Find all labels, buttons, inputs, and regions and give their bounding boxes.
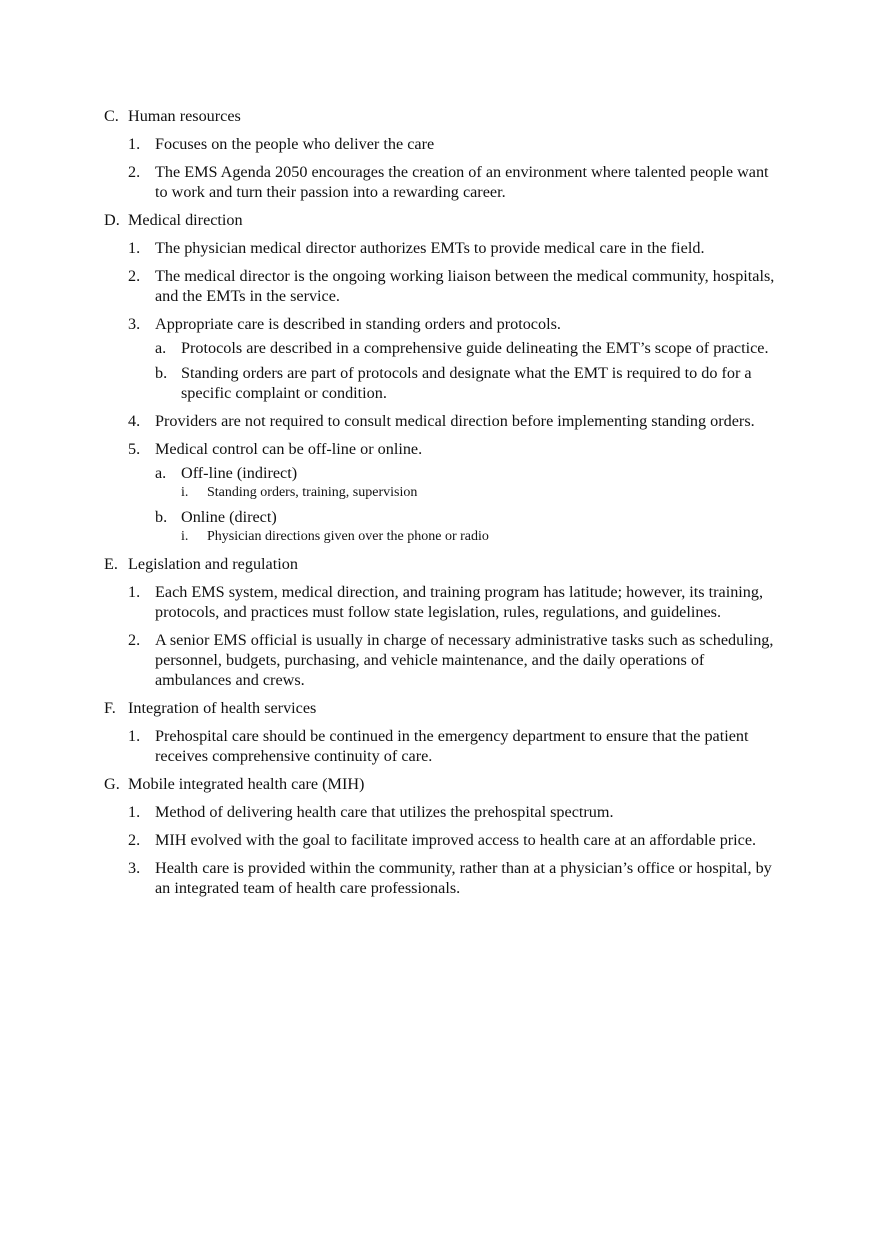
item-body: [155, 411, 784, 431]
item-text: The medical director is the ongoing working liaison between the medical community, hospitals, and the EMTs in the service.: [155, 267, 775, 305]
item-body: [155, 726, 784, 766]
section-letter: E.: [104, 555, 118, 573]
section-letter: C.: [104, 107, 119, 125]
section-letter: F.: [104, 699, 116, 717]
item-number: 1.: [128, 135, 141, 153]
item-text: The physician medical director authorizes EMTs to provide medical care in the field.: [155, 239, 705, 257]
item-number: 2.: [128, 267, 141, 285]
section-items: [104, 802, 784, 898]
outline-section: [104, 210, 784, 546]
section-title: Legislation and regulation: [128, 555, 298, 573]
item-body: [155, 314, 784, 403]
sub-item-text: Protocols are described in a comprehensive guide delineating the EMT’s scope of practice.: [181, 339, 769, 357]
item-number: 2.: [128, 631, 141, 649]
item-text: The EMS Agenda 2050 encourages the creation of an environment where talented people want to work and turn their passion into a rewarding career.: [155, 163, 769, 201]
item-text: Appropriate care is described in standing orders and protocols.: [155, 315, 561, 333]
outline: [104, 106, 784, 898]
sub-item-letter: b.: [155, 364, 168, 382]
item-text: A senior EMS official is usually in charge of necessary administrative tasks such as scheduling, personnel, budgets, purchasing, and vehicle maintenance, and the daily operations of ambulances and crews.: [155, 631, 774, 689]
section-heading: [104, 774, 784, 794]
list-item: [128, 266, 784, 306]
item-number: 1.: [128, 727, 141, 745]
item-body: [155, 830, 784, 850]
item-text: Each EMS system, medical direction, and training program has latitude; however, its training, protocols, and practices must follow state legislation, rules, regulations, and guidelines.: [155, 583, 764, 621]
sub-item-body: [181, 463, 784, 502]
section-items: [104, 238, 784, 546]
item-number: 3.: [128, 315, 141, 333]
item-body: [155, 802, 784, 822]
item-body: [155, 134, 784, 154]
item-text: Method of delivering health care that utilizes the prehospital spectrum.: [155, 803, 614, 821]
list-item: [128, 411, 784, 431]
section-heading: [104, 210, 784, 230]
item-text: Health care is provided within the community, rather than at a physician’s office or hospital, by an integrated team of health care professionals.: [155, 859, 772, 897]
item-body: [155, 266, 784, 306]
list-item: [128, 238, 784, 258]
item-text: Focuses on the people who deliver the care: [155, 135, 435, 153]
item-number: 4.: [128, 412, 141, 430]
outline-section: [104, 106, 784, 202]
section-title: Mobile integrated health care (MIH): [128, 775, 365, 793]
section-title: Human resources: [128, 107, 241, 125]
roman-text: Physician directions given over the phone or radio: [207, 529, 489, 544]
item-body: [155, 238, 784, 258]
section-letter: D.: [104, 211, 120, 229]
section-letter: G.: [104, 775, 120, 793]
sub-item-body: [181, 363, 784, 403]
sub-item: [155, 463, 784, 502]
sub-item-letter: a.: [155, 339, 167, 357]
item-body: [155, 582, 784, 622]
item-number: 1.: [128, 239, 141, 257]
list-item: [128, 582, 784, 622]
list-item: [128, 162, 784, 202]
list-item: [128, 802, 784, 822]
sub-item: [155, 507, 784, 546]
sub-item-body: [181, 507, 784, 546]
list-item: [128, 630, 784, 690]
section-title: Medical direction: [128, 211, 243, 229]
sub-items: [155, 338, 784, 403]
outline-section: [104, 698, 784, 766]
sub-item-body: [181, 338, 784, 358]
item-text: Medical control can be off-line or online.: [155, 440, 423, 458]
section-items: [104, 726, 784, 766]
item-body: [155, 630, 784, 690]
list-item: [128, 134, 784, 154]
section-items: [104, 134, 784, 202]
sub-item: [155, 338, 784, 358]
list-item: [128, 314, 784, 403]
item-text: Prehospital care should be continued in the emergency department to ensure that the patient receives comprehensive continuity of care.: [155, 727, 749, 765]
item-number: 5.: [128, 440, 141, 458]
outline-section: [104, 554, 784, 690]
roman-number: i.: [181, 529, 189, 544]
section-title: Integration of health services: [128, 699, 317, 717]
item-text: MIH evolved with the goal to facilitate improved access to health care at an affordable price.: [155, 831, 757, 849]
sub-item: [155, 363, 784, 403]
item-number: 2.: [128, 831, 141, 849]
item-number: 1.: [128, 583, 141, 601]
list-item: [128, 858, 784, 898]
item-body: [155, 439, 784, 546]
section-heading: [104, 106, 784, 126]
list-item: [128, 830, 784, 850]
list-item: [128, 726, 784, 766]
item-body: [155, 162, 784, 202]
roman-item: [181, 528, 784, 546]
outline-section: [104, 774, 784, 898]
sub-item-text: Online (direct): [181, 508, 277, 526]
section-heading: [104, 554, 784, 574]
sub-item-letter: a.: [155, 464, 167, 482]
sub-item-text: Off-line (indirect): [181, 464, 298, 482]
roman-item: [181, 484, 784, 502]
section-heading: [104, 698, 784, 718]
item-text: Providers are not required to consult medical direction before implementing standing orders.: [155, 412, 755, 430]
item-number: 3.: [128, 859, 141, 877]
item-body: [155, 858, 784, 898]
item-number: 2.: [128, 163, 141, 181]
sub-items: [155, 463, 784, 546]
roman-text: Standing orders, training, supervision: [207, 485, 418, 500]
item-number: 1.: [128, 803, 141, 821]
section-items: [104, 582, 784, 690]
list-item: [128, 439, 784, 546]
sub-item-text: Standing orders are part of protocols and designate what the EMT is required to do for a specific complaint or condition.: [181, 364, 752, 402]
sub-item-letter: b.: [155, 508, 168, 526]
roman-number: i.: [181, 485, 189, 500]
